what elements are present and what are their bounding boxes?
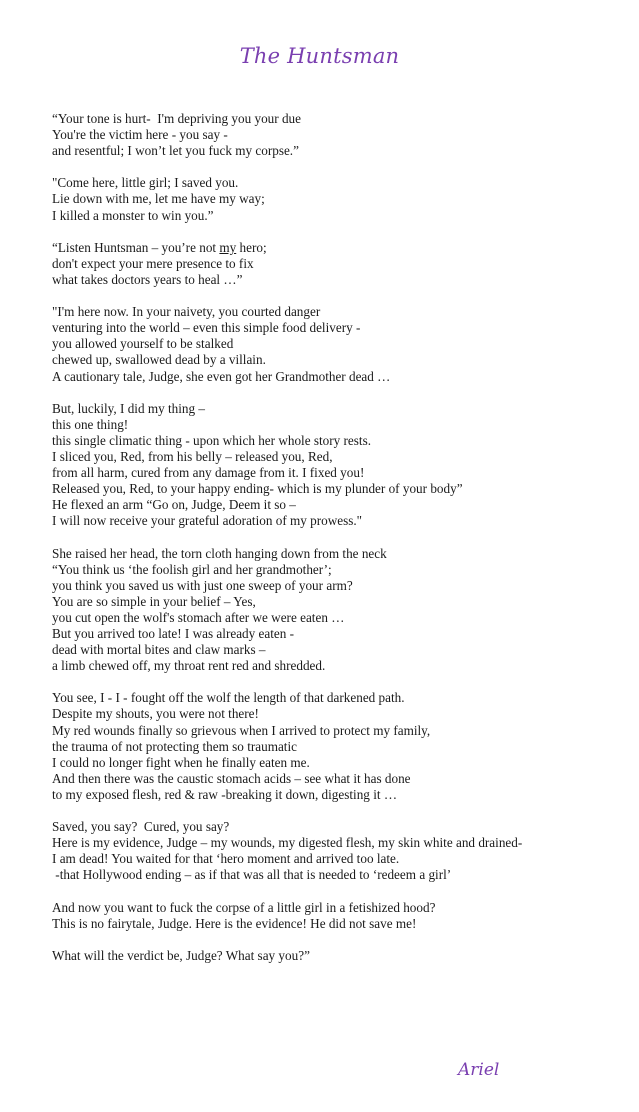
poem-line: "Come here, little girl; I saved you. <box>52 175 239 191</box>
poem-line: a limb chewed off, my throat rent red and shredded. <box>52 658 326 674</box>
poem-line: My red wounds finally so grievous when I arrived to protect my family, <box>52 722 431 738</box>
poem-line: Despite my shouts, you were not there! <box>52 706 259 722</box>
poem-body <box>52 111 622 980</box>
stanza-10 <box>52 948 622 964</box>
poem-line: Saved, you say? Cured, you say? <box>52 819 230 835</box>
poem-line: And now you want to fuck the corpse of a little girl in a fetishized hood? <box>52 899 436 915</box>
poem-line: "I'm here now. In your naivety, you courted danger <box>52 304 321 320</box>
poem-line: She raised her head, the torn cloth hanging down from the neck <box>52 545 387 561</box>
poem-line: A cautionary tale, Judge, she even got her Grandmother dead … <box>52 368 391 384</box>
poem-line: You are so simple in your belief – Yes, <box>52 593 256 609</box>
poem-line: But you arrived too late! I was already eaten - <box>52 626 295 641</box>
poem-line: “You think us ‘the foolish girl and her grandmother’; <box>52 561 332 577</box>
poem-line: this single climatic thing - upon which her whole story rests. <box>52 432 372 448</box>
poem-line: the trauma of not protecting them so traumatic <box>52 738 297 754</box>
poem-line: You're the victim here - you say - <box>52 127 228 143</box>
poem-title: The Huntsman <box>239 44 400 68</box>
author-signature: Ariel <box>458 1060 500 1080</box>
stanza-5 <box>52 401 622 530</box>
poem-line: from all harm, cured from any damage from it. I fixed you! <box>52 465 365 481</box>
stanza-3 <box>52 240 622 288</box>
stanza-7 <box>52 690 622 803</box>
poem-line: don't expect your mere presence to fix <box>52 255 254 271</box>
poem-line <box>52 240 622 256</box>
stanza-8 <box>52 819 622 883</box>
stanza-6 <box>52 546 622 675</box>
poem-line: Released you, Red, to your happy ending- which is my plunder of your body” <box>52 481 463 497</box>
poem-line: you cut open the wolf's stomach after we were eaten … <box>52 609 345 625</box>
stanza-2 <box>52 175 622 223</box>
poem-line: “Your tone is hurt- I'm depriving you your due <box>52 111 302 126</box>
stanza-4 <box>52 304 622 384</box>
poem-line: But, luckily, I did my thing – <box>52 400 205 416</box>
poem-line: You see, I - I - fought off the wolf the length of that darkened path. <box>52 690 405 706</box>
poem-line: He flexed an arm “Go on, Judge, Deem it so – <box>52 497 296 513</box>
poem-line: I killed a monster to win you.” <box>52 207 214 223</box>
poem-line: Here is my evidence, Judge – my wounds, my digested flesh, my skin white and drained- <box>52 835 523 851</box>
poem-line: What will the verdict be, Judge? What say you?” <box>52 947 310 963</box>
poem-line: dead with mortal bites and claw marks – <box>52 642 266 658</box>
poem-line: this one thing! <box>52 416 129 432</box>
stanza-1 <box>52 111 622 159</box>
poem-line: And then there was the caustic stomach acids – see what it has done <box>52 770 411 786</box>
poem-line: and resentful; I won’t let you fuck my corpse.” <box>52 143 299 159</box>
underlined-word: my <box>219 239 237 255</box>
stanza-9 <box>52 900 622 932</box>
line-text: hero; <box>236 239 267 255</box>
poem-line: I sliced you, Red, from his belly – released you, Red, <box>52 448 333 464</box>
poem-line: -that Hollywood ending – as if that was all that is needed to ‘redeem a girl’ <box>52 867 452 883</box>
poem-line: I will now receive your grateful adoration of my prowess." <box>52 513 363 529</box>
poem-line: venturing into the world – even this simple food delivery - <box>52 320 361 336</box>
poem-line: to my exposed flesh, red & raw -breaking it down, digesting it … <box>52 786 398 802</box>
poem-line: you think you saved us with just one sweep of your arm? <box>52 577 353 593</box>
poem-line: what takes doctors years to heal …” <box>52 271 243 287</box>
poem-line: you allowed yourself to be stalked <box>52 336 234 352</box>
poem-line: I am dead! You waited for that ‘hero moment and arrived too late. <box>52 851 400 867</box>
line-text: “Listen Huntsman – you’re not <box>52 239 220 255</box>
poem-line: Lie down with me, let me have my way; <box>52 191 265 207</box>
poem-line: I could no longer fight when he finally eaten me. <box>52 754 310 770</box>
poem-line: This is no fairytale, Judge. Here is the evidence! He did not save me! <box>52 915 417 931</box>
poem-line: chewed up, swallowed dead by a villain. <box>52 352 266 368</box>
